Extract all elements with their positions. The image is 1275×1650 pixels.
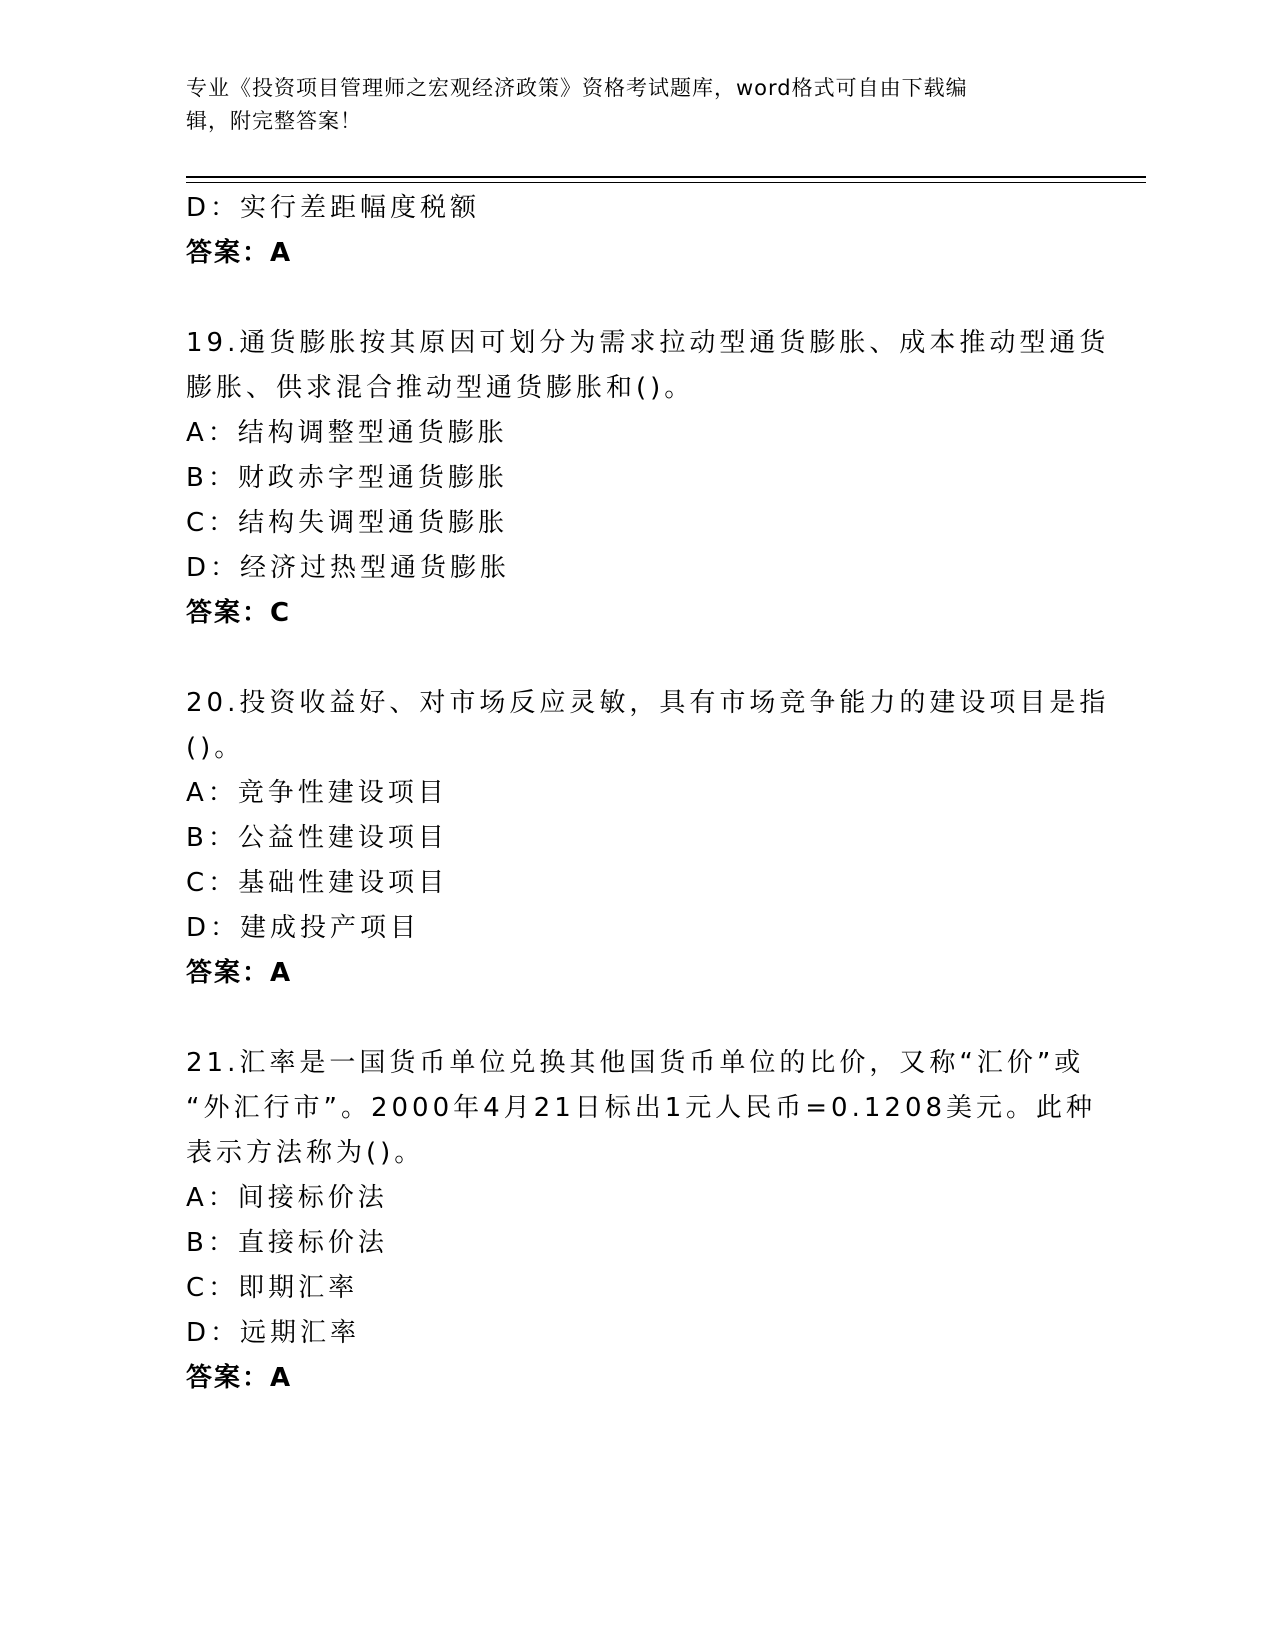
q21-option-c: C：即期汇率 [186, 1273, 359, 1303]
header-line-2: 辑，附完整答案！ [186, 109, 362, 133]
q19-option-d: D：经济过热型通货膨胀 [186, 553, 511, 583]
q20-option-c: C：基础性建设项目 [186, 868, 449, 898]
q21-option-a: A：间接标价法 [186, 1183, 388, 1213]
prev-answer: 答案：A [186, 238, 293, 268]
q21-option-d: D：远期汇率 [186, 1318, 361, 1348]
q20-option-d: D：建成投产项目 [186, 913, 421, 943]
q19-stem-line-2: 膨胀、供求混合推动型通货膨胀和()。 [186, 373, 695, 403]
q19-option-b: B：财政赤字型通货膨胀 [186, 463, 508, 493]
page-header [186, 72, 1066, 138]
q21-stem-line-2: “外汇行市”。2000年4月21日标出1元人民币=0.1208美元。此种 [186, 1093, 1097, 1123]
q21-stem-line-1: 21.汇率是一国货币单位兑换其他国货币单位的比价，又称“汇价”或 [186, 1048, 1085, 1078]
header-line-1: 专业《投资项目管理师之宏观经济政策》资格考试题库，word格式可自由下载编 [186, 76, 968, 100]
q21-answer: 答案：A [186, 1363, 293, 1393]
prev-option-d: D：实行差距幅度税额 [186, 193, 481, 223]
q20-answer: 答案：A [186, 958, 293, 988]
q20-stem-line-1: 20.投资收益好、对市场反应灵敏，具有市场竞争能力的建设项目是指 [186, 688, 1110, 718]
q20-option-a: A：竞争性建设项目 [186, 778, 448, 808]
q20-option-b: B：公益性建设项目 [186, 823, 448, 853]
header-rule-thick [186, 176, 1146, 178]
q20-stem-line-2: ()。 [186, 733, 245, 763]
q19-answer: 答案：C [186, 598, 292, 628]
q19-option-c: C：结构失调型通货膨胀 [186, 508, 509, 538]
q21-option-b: B：直接标价法 [186, 1228, 388, 1258]
q21-stem-line-3: 表示方法称为()。 [186, 1138, 425, 1168]
header-rule-thin [186, 182, 1146, 183]
q19-stem-line-1: 19.通货膨胀按其原因可划分为需求拉动型通货膨胀、成本推动型通货 [186, 328, 1110, 358]
q19-option-a: A：结构调整型通货膨胀 [186, 418, 508, 448]
